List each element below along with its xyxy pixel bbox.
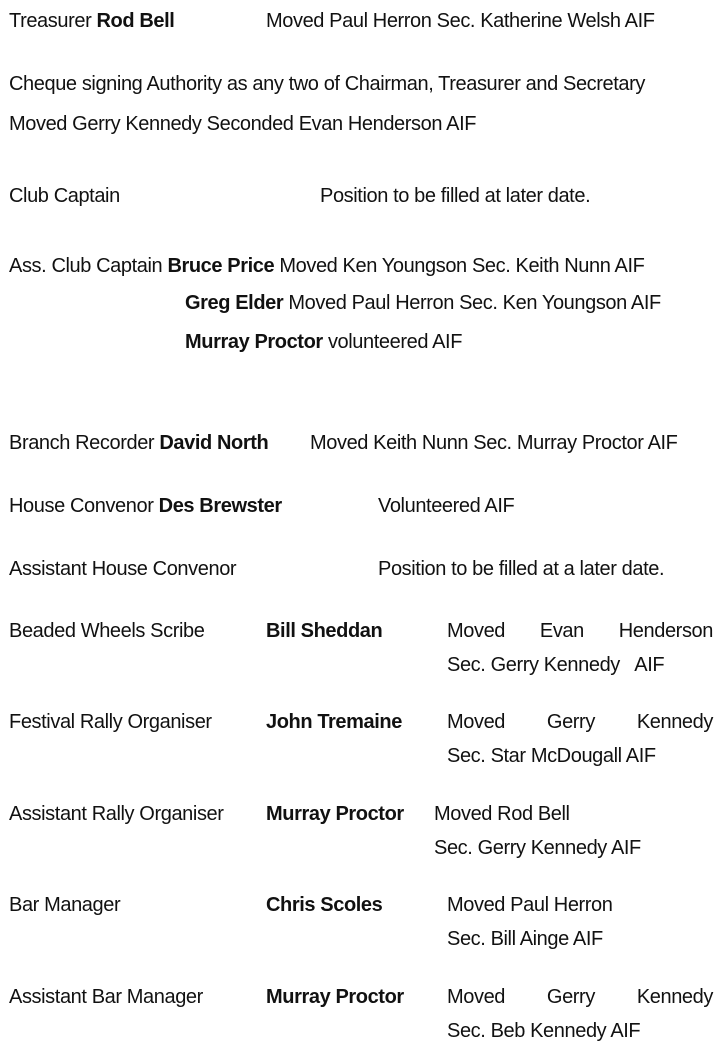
branch-recorder-line (9, 431, 268, 455)
beaded-wheels-name (266, 619, 382, 643)
beaded-wheels-moved-word-2: Evan (539, 620, 584, 642)
festival-rally-name (266, 710, 402, 734)
beaded-wheels-sec: Sec. Gerry Kennedy AIF (447, 654, 665, 676)
treasurer-name: Rod Bell (96, 10, 175, 32)
bar-manager-sec: Sec. Bill Ainge AIF (447, 928, 603, 950)
beaded-wheels-moved-word-3: Henderson (618, 620, 713, 642)
assistant-bar-manager-moved-word-3: Kennedy (636, 986, 713, 1008)
bar-manager-name (266, 893, 382, 917)
assistant-rally-name (266, 802, 404, 826)
treasurer-motion: Moved Paul Herron Sec. Katherine Welsh AIF (266, 10, 655, 32)
branch-recorder-name: David North (159, 432, 269, 454)
ass-club-captain-line (9, 254, 644, 278)
treasurer-label: Treasurer (9, 10, 97, 32)
festival-rally-moved-word-3: Kennedy (636, 711, 713, 733)
bar-manager-name-text: Chris Scoles (266, 894, 383, 916)
beaded-wheels-name-text: Bill Sheddan (266, 620, 383, 642)
bar-manager-label: Bar Manager (9, 894, 121, 916)
club-captain-label: Club Captain (9, 185, 120, 207)
cheque-authority-line: Cheque signing Authority as any two of Chairman, Treasurer and Secretary (9, 73, 645, 95)
beaded-wheels-moved (447, 619, 713, 643)
ass-club-captain-line-3 (185, 330, 462, 354)
festival-rally-moved-word-2: Gerry (546, 711, 595, 733)
club-captain-note: Position to be filled at later date. (320, 185, 591, 207)
treasurer-line (9, 9, 174, 33)
assistant-rally-sec: Sec. Gerry Kennedy AIF (434, 837, 641, 859)
assistant-rally-moved: Moved Rod Bell (434, 803, 570, 825)
bar-manager-moved: Moved Paul Herron (447, 894, 613, 916)
house-convenor-motion: Volunteered AIF (378, 495, 515, 517)
assistant-bar-manager-moved-word-2: Gerry (546, 986, 595, 1008)
ass-club-captain-motion-2: Moved Paul Herron Sec. Ken Youngson AIF (283, 292, 661, 314)
assistant-house-convenor-label: Assistant House Convenor (9, 558, 237, 580)
assistant-bar-manager-moved-word-1: Moved (447, 986, 506, 1008)
house-convenor-line (9, 494, 282, 518)
assistant-rally-name-text: Murray Proctor (266, 803, 404, 825)
assistant-bar-manager-name (266, 985, 404, 1009)
ass-club-captain-line-2 (185, 291, 661, 315)
ass-club-captain-name-3: Murray Proctor (185, 331, 323, 353)
assistant-bar-manager-label: Assistant Bar Manager (9, 986, 203, 1008)
branch-recorder-motion: Moved Keith Nunn Sec. Murray Proctor AIF (310, 432, 678, 454)
assistant-bar-manager-sec: Sec. Beb Kennedy AIF (447, 1020, 641, 1042)
festival-rally-moved-word-1: Moved (447, 711, 506, 733)
branch-recorder-label: Branch Recorder (9, 432, 160, 454)
festival-rally-moved (447, 710, 713, 734)
assistant-house-convenor-note: Position to be filled at a later date. (378, 558, 665, 580)
ass-club-captain-name-2: Greg Elder (185, 292, 284, 314)
assistant-bar-manager-name-text: Murray Proctor (266, 986, 404, 1008)
ass-club-captain-label: Ass. Club Captain (9, 255, 168, 277)
house-convenor-label: House Convenor (9, 495, 159, 517)
cheque-motion-line: Moved Gerry Kennedy Seconded Evan Henderson AIF (9, 113, 477, 135)
festival-rally-name-text: John Tremaine (266, 711, 402, 733)
house-convenor-name: Des Brewster (158, 495, 282, 517)
beaded-wheels-moved-word-1: Moved (447, 620, 506, 642)
ass-club-captain-motion-3: volunteered AIF (322, 331, 463, 353)
ass-club-captain-motion-1: Moved Ken Youngson Sec. Keith Nunn AIF (274, 255, 645, 277)
beaded-wheels-label: Beaded Wheels Scribe (9, 620, 205, 642)
assistant-rally-label: Assistant Rally Organiser (9, 803, 224, 825)
ass-club-captain-name-1: Bruce Price (167, 255, 275, 277)
assistant-bar-manager-moved (447, 985, 713, 1009)
festival-rally-sec: Sec. Star McDougall AIF (447, 745, 656, 767)
festival-rally-label: Festival Rally Organiser (9, 711, 212, 733)
